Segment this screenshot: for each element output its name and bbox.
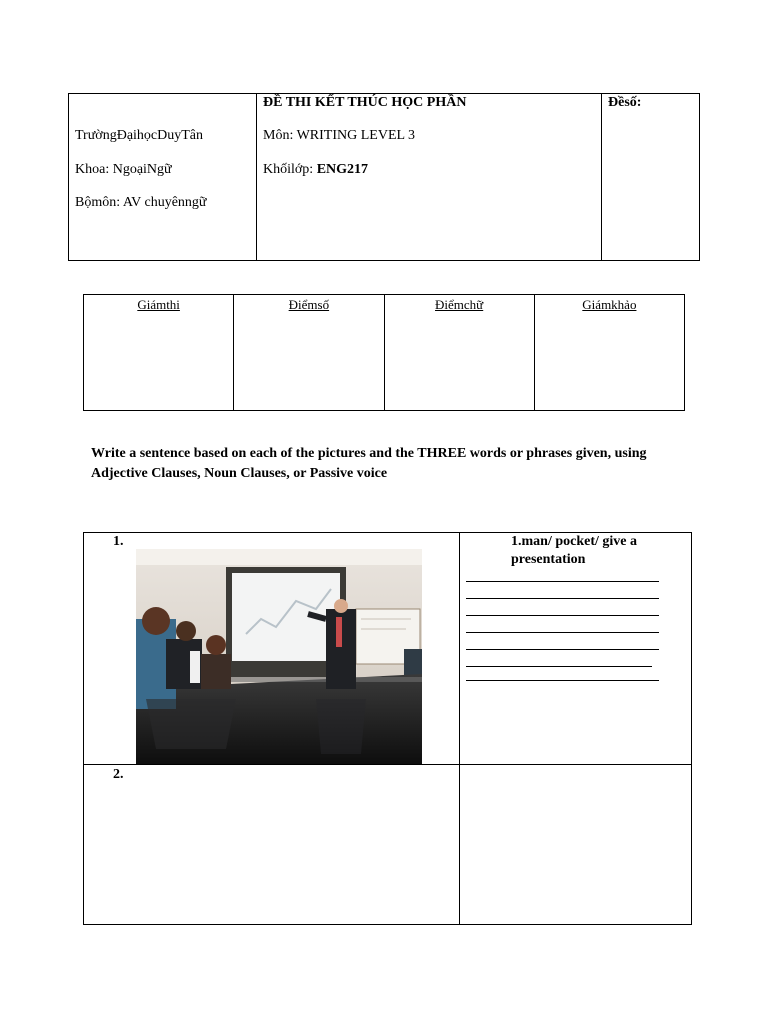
score-header-proctor: Giámthi	[137, 297, 180, 312]
exam-header-table	[68, 93, 700, 261]
header-exam-cell	[257, 94, 602, 260]
answer-line[interactable]	[466, 615, 659, 616]
question-1-prompt: 1.man/ pocket/ give a presentation	[511, 534, 637, 567]
meeting-photo-icon	[136, 549, 422, 764]
score-cell-proctor[interactable]	[84, 295, 234, 410]
header-school-cell	[69, 94, 257, 260]
class-code: ENG217	[316, 162, 369, 177]
answer-line[interactable]	[466, 632, 659, 633]
score-table	[83, 294, 685, 411]
instructions-text: Write a sentence based on each of the pictures and the THREE words or phrases given, using Adjective Clauses, Noun Clauses, or Passive voice	[91, 446, 647, 481]
school-name: TrườngĐạihọcDuyTân	[75, 128, 204, 143]
score-header-words: Điểmchữ	[435, 297, 484, 312]
exam-title: ĐỀ THI KẾT THÚC HỌC PHẦN	[263, 95, 467, 110]
faculty-name: Khoa: NgoạiNgữ	[75, 162, 172, 177]
answer-line[interactable]	[466, 649, 659, 650]
answer-line[interactable]	[466, 598, 659, 599]
answer-line[interactable]	[466, 680, 659, 681]
department-name: Bộmôn: AV chuyênngữ	[75, 195, 207, 210]
score-header-examiner: Giámkhảo	[582, 297, 637, 312]
score-header-number: Điểmsố	[288, 297, 330, 312]
header-exam-number-cell	[602, 94, 699, 260]
column-divider	[459, 533, 460, 924]
subject-name: Môn: WRITING LEVEL 3	[263, 128, 416, 143]
photo-image	[136, 549, 422, 764]
class-label: Khốilớp:	[263, 162, 317, 177]
row-divider	[84, 764, 691, 765]
score-cell-examiner[interactable]	[535, 295, 684, 410]
class-row	[263, 162, 368, 178]
answer-line[interactable]	[466, 666, 652, 667]
score-cell-number[interactable]	[234, 295, 384, 410]
exam-number-label: Đềsố:	[608, 95, 642, 110]
question-2-number: 2.	[113, 767, 124, 782]
question-table	[83, 532, 692, 925]
answer-line[interactable]	[466, 581, 659, 582]
score-cell-words[interactable]	[385, 295, 535, 410]
question-1-number: 1.	[113, 534, 124, 549]
